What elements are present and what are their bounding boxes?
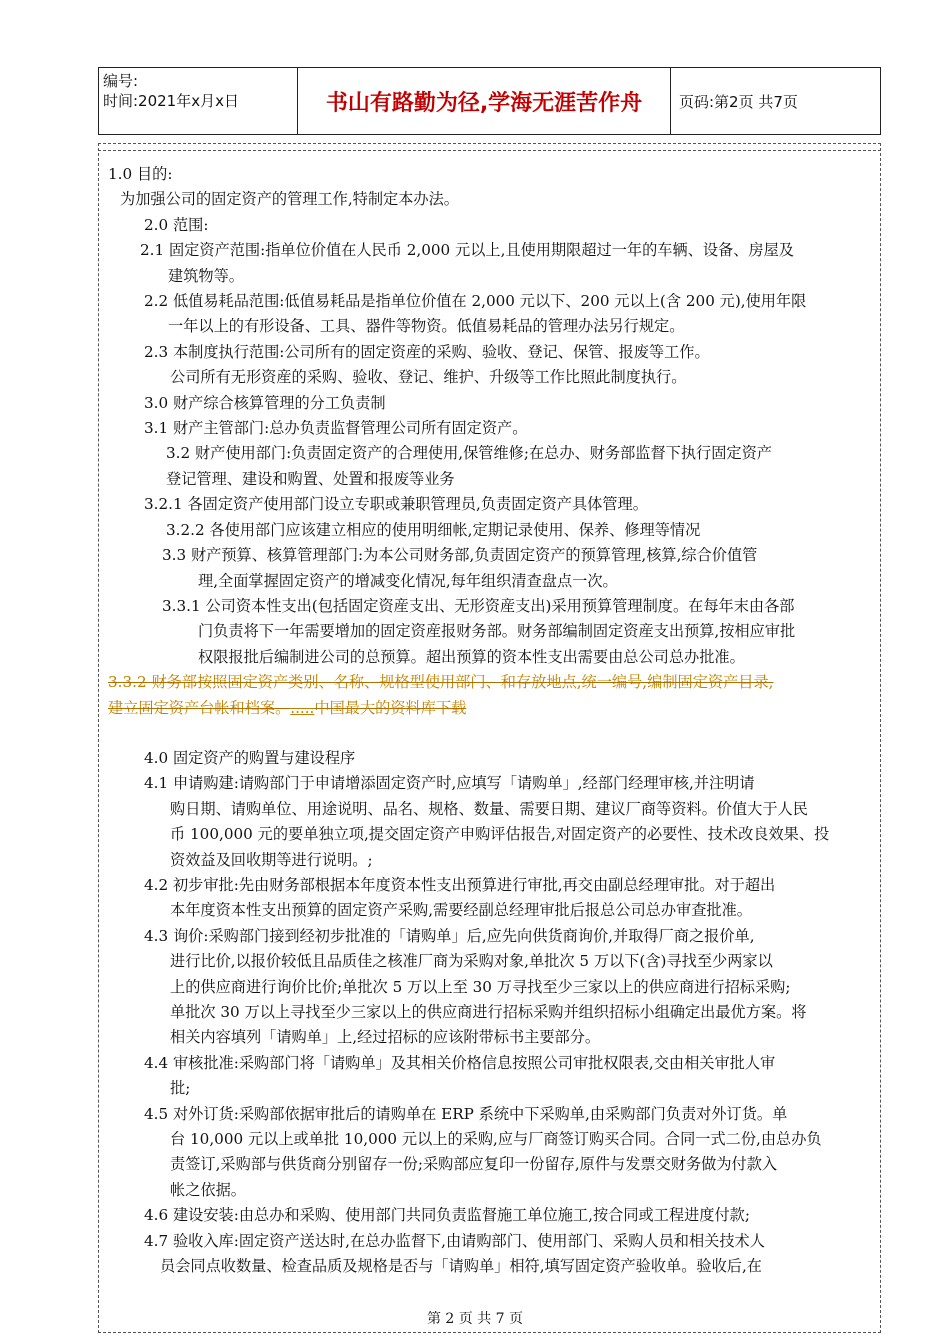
blank-line: [108, 721, 870, 746]
struck-text: 建立固定资产台帐和档案。: [108, 698, 291, 717]
paragraph-line: 一年以上的有形设备、工具、器件等物资。低值易耗品的管理办法另行规定。: [168, 317, 685, 336]
paragraph-line: 资效益及回收期等进行说明。;: [170, 850, 373, 869]
header-table: [98, 67, 881, 135]
section-heading: 1.0 目的:: [108, 165, 173, 183]
paragraph-line: 帐之依据。: [170, 1180, 246, 1199]
frame-divider: [98, 150, 881, 151]
paragraph-line: 公司所有无形资産的采购、验收、登记、维护、升级等工作比照此制度执行。: [170, 368, 687, 387]
paragraph-line: 3.3 财产预算、核算管理部门:为本公司财务部,负责固定资产的预算管理,核算,综合价值管: [162, 546, 758, 565]
struck-paragraph-line: 3.3.2 财务部按照固定资产类别、名称、规格型使用部门、和存放地点,统一编号,编制固定资产目录,: [108, 673, 774, 692]
paragraph-line: 进行比价,以报价较低且品质佳之核准厂商为采购对象,单批次 5 万以下(含)寻找至少两家以: [170, 952, 773, 971]
paragraph-line: 相关内容填列「请购单」上,经过招标的应该附带标书主要部分。: [170, 1028, 601, 1047]
page-footer: 第 2 页 共 7 页: [426, 1311, 524, 1327]
paragraph-line: 3.2.2 各使用部门应该建立相应的使用明细帐,定期记录使用、保养、修理等情况: [166, 520, 701, 539]
doc-number-label: 编号:: [103, 72, 139, 90]
struck-paragraph-line: [108, 696, 870, 721]
paragraph-line: 4.6 建设安装:由总办和采购、使用部门共同负责监督施工单位施工,按合同或工程进度付款;: [144, 1206, 750, 1225]
paragraph-line: 4.7 验收入库:固定资产送达时,在总办监督下,由请购部门、使用部门、采购人员和相关技术人: [144, 1231, 765, 1250]
paragraph-line: 2.3 本制度执行范围:公司所有的固定资産的采购、验收、登记、保管、报废等工作。: [144, 342, 710, 361]
section-heading: 3.0 财产综合核算管理的分工负责制: [144, 393, 386, 412]
paragraph-line: 台 10,000 元以上或单批 10,000 元以上的采购,应与厂商签订购买合同。合同一式二份,由总办负: [170, 1130, 822, 1149]
paragraph-line: 本年度资本性支出预算的固定资产采购,需要经副总经理审批后报总公司总办审查批准。: [170, 901, 752, 920]
paragraph-line: 4.5 对外订货:采购部依据审批后的请购单在 ERP 系统中下采购单,由采购部门负责对外订货。单: [144, 1104, 788, 1123]
paragraph-line: 单批次 30 万以上寻找至少三家以上的供应商进行招标采购并组织招标小组确定出最优方案。将: [170, 1003, 807, 1021]
paragraph-line: 3.2.1 各固定资产使用部门设立专职或兼职管理员,负责固定资产具体管理。: [144, 495, 648, 514]
struck-source-text: 中国最大的资料库下载: [314, 698, 467, 717]
paragraph-line: 为加强公司的固定资产的管理工作,特制定本办法。: [120, 190, 459, 209]
paragraph-line: 2.2 低值易耗品范围:低值易耗品是指单位价值在 2,000 元以下、200 元以上(含 200 元),使用年限: [144, 292, 807, 311]
paragraph-line: 员会同点收数量、检查品质及规格是否与「请购单」相符,填写固定资产验收单。验收后,在: [160, 1257, 762, 1276]
paragraph-line: 2.1 固定资产范围:指单位价值在人民币 2,000 元以上,且使用期限超过一年的车辆、设备、房屋及: [140, 241, 794, 260]
paragraph-line: 批;: [170, 1079, 191, 1098]
paragraph-line: 购日期、请购单位、用途说明、品名、规格、数量、需要日期、建议厂商等资料。价值大于人民: [170, 799, 808, 818]
section-heading: 4.0 固定资产的购置与建设程序: [144, 748, 356, 767]
paragraph-line: 4.3 询价:采购部门接到经初步批准的「请购单」后,应先向供货商询价,并取得厂商之报价单,: [144, 926, 755, 945]
header-meta: [99, 68, 298, 134]
paragraph-line: 上的供应商进行询价比价;单批次 5 万以上至 30 万寻找至少三家以上的供应商进行招标采购;: [170, 977, 791, 996]
paragraph-line: 3.3.1 公司资本性支出(包括固定资産支出、无形资産支出)采用预算管理制度。在每年末由各部: [162, 596, 795, 615]
section-heading: 2.0 范围:: [144, 215, 209, 234]
paragraph-line: 门负责将下一年需要增加的固定资産报财务部。财务部编制固定资産支出预算,按相应审批: [198, 622, 796, 641]
doc-time-label: 时间:2021年x月x日: [103, 92, 239, 110]
paragraph-line: 4.4 审核批准:采购部门将「请购单」及其相关价格信息按照公司审批权限表,交由相关审批人审: [144, 1053, 776, 1072]
ellipsis-link[interactable]: .....: [290, 698, 315, 717]
paragraph-line: 建筑物等。: [168, 266, 244, 285]
paragraph-line: 3.1 财产主管部门:总办负责监督管理公司所有固定资产。: [144, 419, 528, 438]
header-motto: 书山有路勤为径,学海无涯苦作舟: [298, 68, 671, 134]
paragraph-line: 币 100,000 元的要单独立项,提交固定资产申购评估报告,对固定资产的必要性、技术改良效果、投: [170, 825, 830, 844]
paragraph-line: 登记管理、建设和购置、处置和报废等业务: [166, 469, 455, 488]
paragraph-line: 理,全面掌握固定资产的增减变化情况,每年组织清查盘点一次。: [198, 571, 618, 590]
paragraph-line: 权限报批后编制进公司的总预算。超出预算的资本性支出需要由总公司总办批准。: [198, 647, 745, 666]
paragraph-line: 3.2 财产使用部门:负责固定资产的合理使用,保管维修;在总办、财务部监督下执行固定资产: [166, 444, 772, 463]
document-body: [108, 162, 870, 1279]
paragraph-line: 4.1 申请购建:请购部门于申请增添固定资产时,应填写「请购单」,经部门经理审核,并注明请: [144, 774, 755, 793]
paragraph-line: 4.2 初步审批:先由财务部根据本年度资本性支出预算进行审批,再交由副总经理审批。对于超出: [144, 875, 776, 894]
paragraph-line: 责签订,采购部与供货商分别留存一份;采购部应复印一份留存,原件与发票交财务做为付款入: [170, 1155, 778, 1174]
header-page-number: 页码:第2页 共7页: [679, 92, 798, 111]
